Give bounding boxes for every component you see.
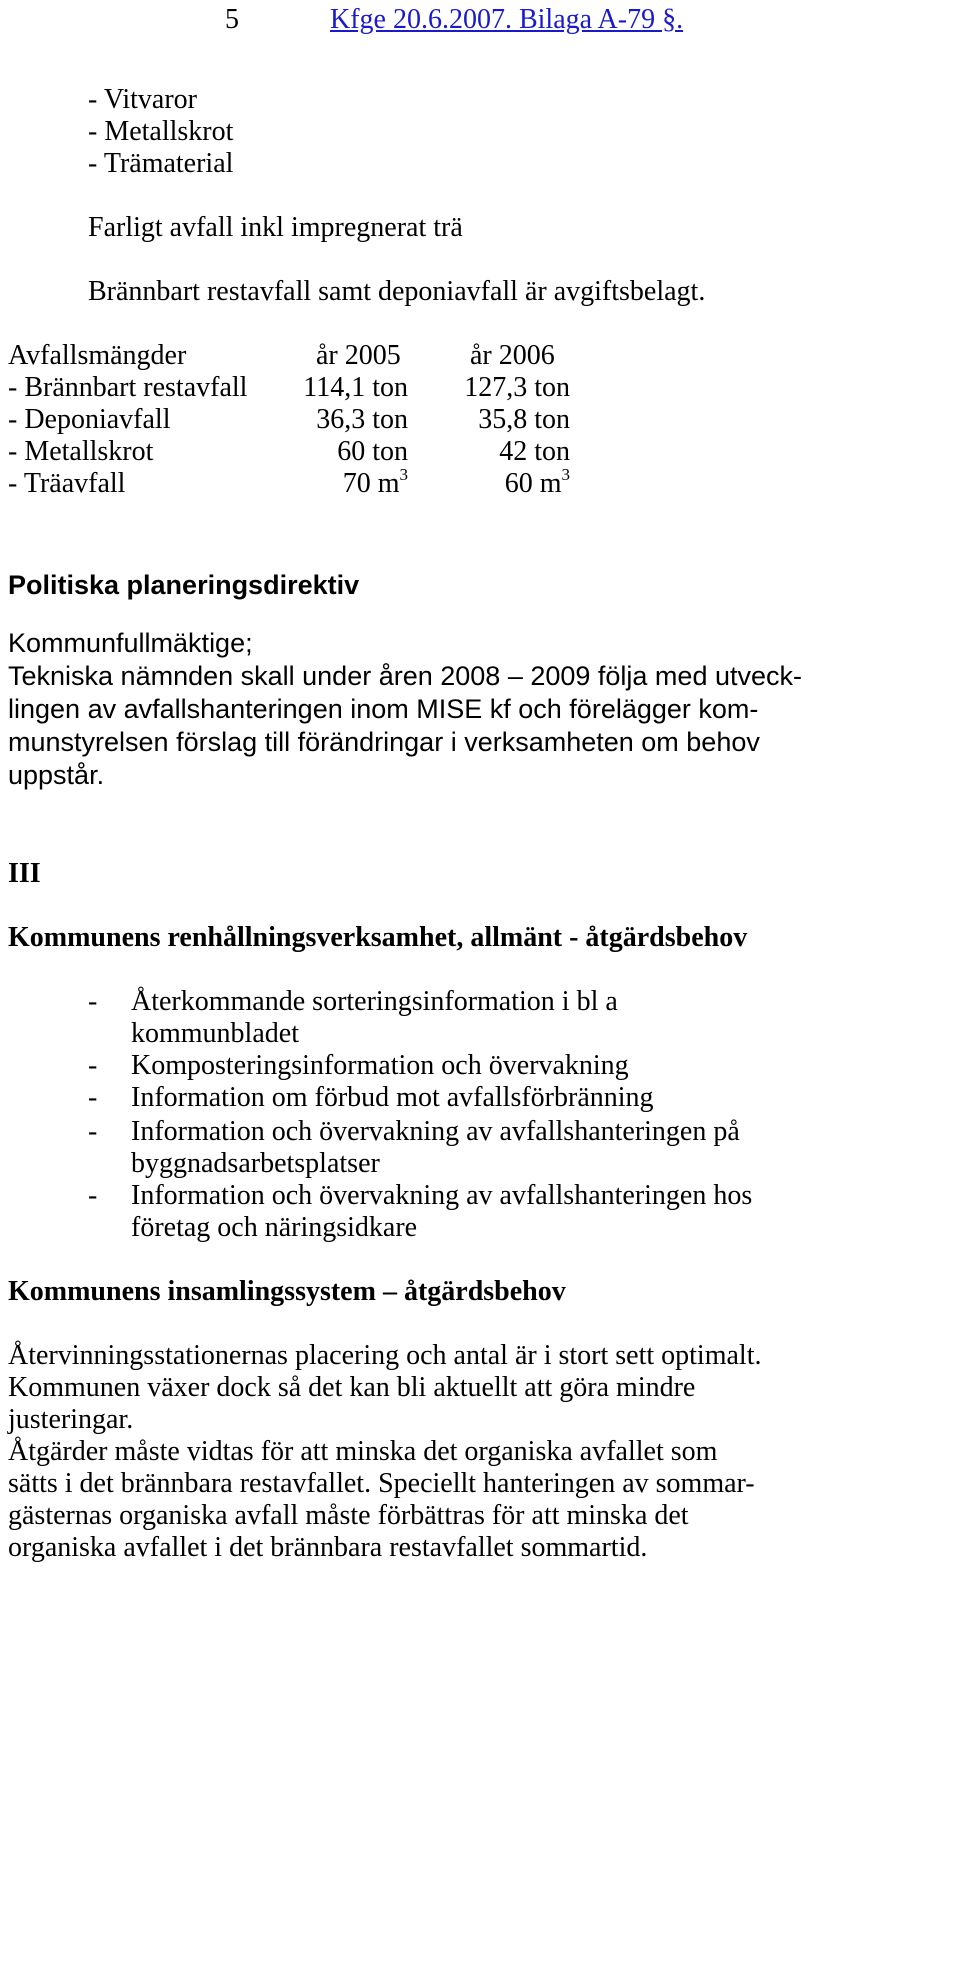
- collection-line: gästernas organiska avfall måste förbättras för att minska det: [8, 1500, 689, 1531]
- collection-line: sätts i det brännbara restavfallet. Speciellt hanteringen av sommar-: [8, 1468, 755, 1499]
- policy-line: uppstår.: [8, 760, 105, 790]
- collection-line: Återvinningsstationernas placering och antal är i stort sett optimalt.: [8, 1340, 762, 1371]
- table-cell-2006: 127,3 ton: [464, 372, 570, 403]
- table-cell-2006: 60 $m^3$: [504, 465, 570, 499]
- table-header-2005: år 2005: [316, 340, 401, 371]
- table-cell-2005: 114,1 ton: [303, 372, 408, 403]
- collection-line: Kommunen växer dock så det kan bli aktuellt att göra mindre: [8, 1372, 696, 1403]
- list-item-continuation: kommunbladet: [131, 1018, 299, 1049]
- policy-line: lingen av avfallshanteringen inom MISE kf och förelägger kom-: [8, 694, 759, 724]
- collection-line: justeringar.: [8, 1404, 134, 1435]
- hazardous-waste-note: Farligt avfall inkl impregnerat trä: [88, 212, 463, 243]
- list-dash: -: [88, 1050, 98, 1081]
- page-number: 5: [225, 4, 239, 35]
- section-number: III: [8, 858, 41, 889]
- intro-list-item: - Trämaterial: [88, 148, 234, 179]
- list-dash: -: [88, 986, 98, 1017]
- list-item: Information och övervakning av avfallshanteringen på: [131, 1116, 740, 1147]
- table-row-label: - Metallskrot: [8, 436, 154, 467]
- intro-list-item: - Vitvaror: [88, 84, 197, 115]
- list-item-continuation: företag och näringsidkare: [131, 1212, 418, 1243]
- list-dash: -: [88, 1116, 98, 1147]
- list-item-continuation: byggnadsarbetsplatser: [131, 1148, 380, 1179]
- section-heading: Kommunens renhållningsverksamhet, allmänt - åtgärdsbehov: [8, 922, 748, 953]
- policy-line: munstyrelsen förslag till förändringar i verksamheten om behov: [8, 727, 760, 757]
- table-cell-2005: 36,3 ton: [316, 404, 408, 435]
- list-item: Återkommande sorteringsinformation i bl a: [131, 986, 618, 1017]
- unit-exponent: 3: [399, 465, 408, 484]
- collection-heading: Kommunens insamlingssystem – åtgärdsbehov: [8, 1276, 566, 1307]
- list-item: Information om förbud mot avfallsförbränning: [131, 1082, 654, 1113]
- intro-list-item: - Metallskrot: [88, 116, 234, 147]
- policy-line: Tekniska nämnden skall under åren 2008 – 2009 följa med utveck-: [8, 661, 802, 691]
- table-cell-2005: 70 $m^3$: [342, 465, 408, 499]
- collection-line: Åtgärder måste vidtas för att minska det organiska avfallet som: [8, 1436, 718, 1467]
- list-dash: -: [88, 1082, 98, 1113]
- table-cell-2006: 35,8 ton: [478, 404, 570, 435]
- table-header-label: Avfallsmängder: [8, 340, 187, 371]
- table-cell-2005: 60 ton: [337, 436, 408, 467]
- unit-exponent: 3: [561, 465, 570, 484]
- list-item: Komposteringsinformation och övervakning: [131, 1050, 629, 1081]
- policy-line: Kommunfullmäktige;: [8, 628, 253, 658]
- list-item: Information och övervakning av avfallshanteringen hos: [131, 1180, 753, 1211]
- document-reference-link[interactable]: Kfge 20.6.2007. Bilaga A-79 §.: [330, 4, 684, 35]
- table-row-label: - Träavfall: [8, 468, 126, 499]
- table-header-2006: år 2006: [470, 340, 555, 371]
- table-row-label: - Deponiavfall: [8, 404, 171, 435]
- list-dash: -: [88, 1180, 98, 1211]
- table-cell-2006: 42 ton: [499, 436, 570, 467]
- fee-note: Brännbart restavfall samt deponiavfall är avgiftsbelagt.: [88, 276, 706, 307]
- policy-heading: Politiska planeringsdirektiv: [8, 570, 360, 600]
- collection-line: organiska avfallet i det brännbara restavfallet sommartid.: [8, 1532, 648, 1563]
- table-row-label: - Brännbart restavfall: [8, 372, 248, 403]
